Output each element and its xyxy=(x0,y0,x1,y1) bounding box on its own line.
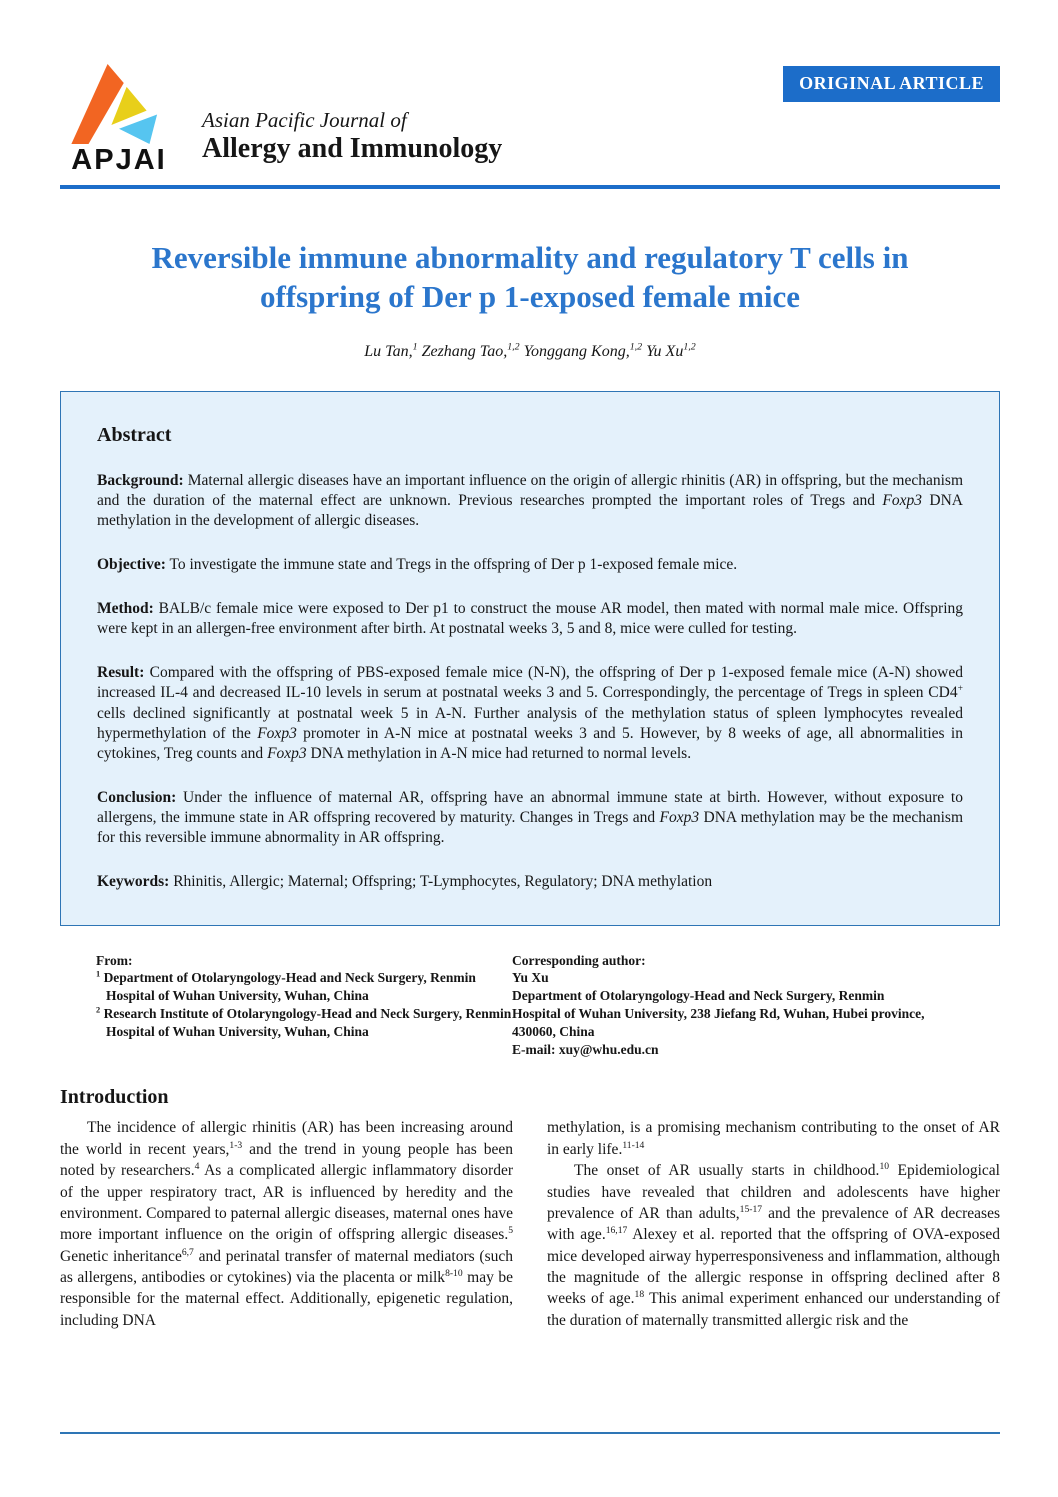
footer-rule xyxy=(60,1432,1000,1434)
journal-name xyxy=(202,107,502,175)
page-header xyxy=(60,64,1000,175)
apjai-logo-icon xyxy=(69,64,169,144)
abstract-box xyxy=(60,391,1000,926)
left-column xyxy=(60,1117,513,1331)
introduction-section xyxy=(60,1086,1000,1331)
abstract-heading: Abstract xyxy=(97,423,172,446)
affiliation-item: $^1$ Department of Otolaryngology-Head and Neck Surgery, Renmin Hospital of Wuhan University, Wuhan, China xyxy=(96,969,476,1004)
journal-logo xyxy=(60,64,502,175)
abstract-background: Background: Maternal allergic diseases have an important influence on the origin of allergic rhinitis (AR) in offspring, but the mechanism and the duration of the maternal effect are unknown. Previous researches prompted the important roles of Tregs and Foxp3 DNA methylation in the development of allergic diseases. xyxy=(97,471,963,529)
affiliations-block xyxy=(60,952,512,1059)
abstract-result: Result: Compared with the offspring of PBS-exposed female mice (N-N), the offspring of Der p 1-exposed female mice (A-N) showed increased IL-4 and decreased IL-10 levels in serum at postnatal weeks 3 and 5. Correspondingly, the percentage of Tregs in spleen CD4+ cells declined significantly at postnatal week 5 in A-N. Further analysis of the methylation status of spleen lymphocytes revealed hypermethylation of the Foxp3 promoter in A-N mice at postnatal weeks 3 and 5. However, by 8 weeks of age, all abnormalities in cytokines, Treg counts and Foxp3 DNA methylation in A-N mice had returned to normal levels. xyxy=(97,664,963,762)
abstract-keywords: Keywords: Rhinitis, Allergic; Maternal; Offspring; T-Lymphocytes, Regulatory; DNA methylation xyxy=(97,873,713,891)
corresponding-address-line: Department of Otolaryngology-Head and Neck Surgery, Renmin xyxy=(512,988,885,1004)
two-column-body xyxy=(60,1117,1000,1331)
logo-triangle-orange xyxy=(71,64,123,144)
intro-paragraph: methylation, is a promising mechanism contributing to the onset of AR in early life.$^{11-14}$ xyxy=(547,1119,1000,1158)
intro-paragraph: The onset of AR usually starts in childhood.$^{10}$ Epidemiological studies have revealed that children and adolescents have higher prevalence of AR than adults,$^{15-17}$ and the prevalence of AR decreases with age.$^{16,17}$ Alexey et al. reported that the offspring of OVA-exposed mice developed airway hyperresponsiveness and inflammation, although the magnitude of the allergic response in offspring declined after 8 weeks of age.$^{18}$ This animal experiment enhanced our understanding of the duration of maternally transmitted allergic risk and the xyxy=(547,1161,1000,1329)
affiliations-heading: From: xyxy=(96,952,133,968)
page-title: Reversible immune abnormality and regulatory T cells in offspring of Der p 1-exposed female mice xyxy=(151,240,909,314)
corresponding-name: Yu Xu xyxy=(512,970,549,986)
apjai-logo xyxy=(60,64,178,175)
right-column xyxy=(547,1117,1000,1331)
journal-name-line1: Asian Pacific Journal of xyxy=(202,107,407,132)
authors-line: Lu Tan,$^1$ Zezhang Tao,$^{1,2}$ Yonggang Kong,$^{1,2}$ Yu Xu$^{1,2}$ xyxy=(364,341,696,360)
corresponding-heading: Corresponding author: xyxy=(512,952,646,968)
author-meta xyxy=(60,952,1000,1059)
intro-paragraph: The incidence of allergic rhinitis (AR) has been increasing around the world in recent years,$^{1-3}$ and the trend in young people has been noted by researchers.$^4$ As a complicated allergic inflammatory disorder of the upper respiratory tract, AR is influenced by heredity and the environment. Compared to paternal allergic diseases, maternal ones have more important influence on the origin of offspring allergic diseases.$^5$ Genetic inheritance$^{6,7}$ and perinatal transfer of maternal mediators (such as allergens, antibodies or cytokines) via the placenta or milk$^{8-10}$ may be responsible for the maternal effect. Additionally, epigenetic regulation, including DNA xyxy=(60,1119,514,1329)
corresponding-address-line: Hospital of Wuhan University, 238 Jiefang Rd, Wuhan, Hubei province, xyxy=(512,1006,925,1022)
corresponding-address-line: 430060, China xyxy=(512,1023,595,1039)
abstract-method: Method: BALB/c female mice were exposed to Der p1 to construct the mouse AR model, then mated with normal male mice. Offspring were kept in an allergen-free environment after birth. At postnatal weeks 3, 5 and 8, mice were culled for testing. xyxy=(97,600,963,638)
article-type-banner: ORIGINAL ARTICLE xyxy=(783,66,1000,102)
abstract-conclusion: Conclusion: Under the influence of maternal AR, offspring have an abnormal immune state at birth. However, without exposure to allergens, the immune state in AR offspring recovered by maturity. Changes in Tregs and Foxp3 DNA methylation may be the mechanism for this reversible immune abnormality in AR offspring. xyxy=(97,789,964,847)
corresponding-email: E-mail: xuy@whu.edu.cn xyxy=(512,1041,659,1057)
header-rule xyxy=(60,185,1000,189)
introduction-heading: Introduction xyxy=(60,1086,169,1109)
corresponding-author-block xyxy=(512,952,1000,1059)
journal-name-line2: Allergy and Immunology xyxy=(202,132,503,164)
affiliation-item: $^2$ Research Institute of Otolaryngology-Head and Neck Surgery, Renmin Hospital of Wuhan University, Wuhan, China xyxy=(96,1005,512,1039)
abstract-objective: Objective: To investigate the immune state and Tregs in the offspring of Der p 1-exposed female mice. xyxy=(97,555,738,573)
logo-acronym: APJAI xyxy=(71,144,167,176)
